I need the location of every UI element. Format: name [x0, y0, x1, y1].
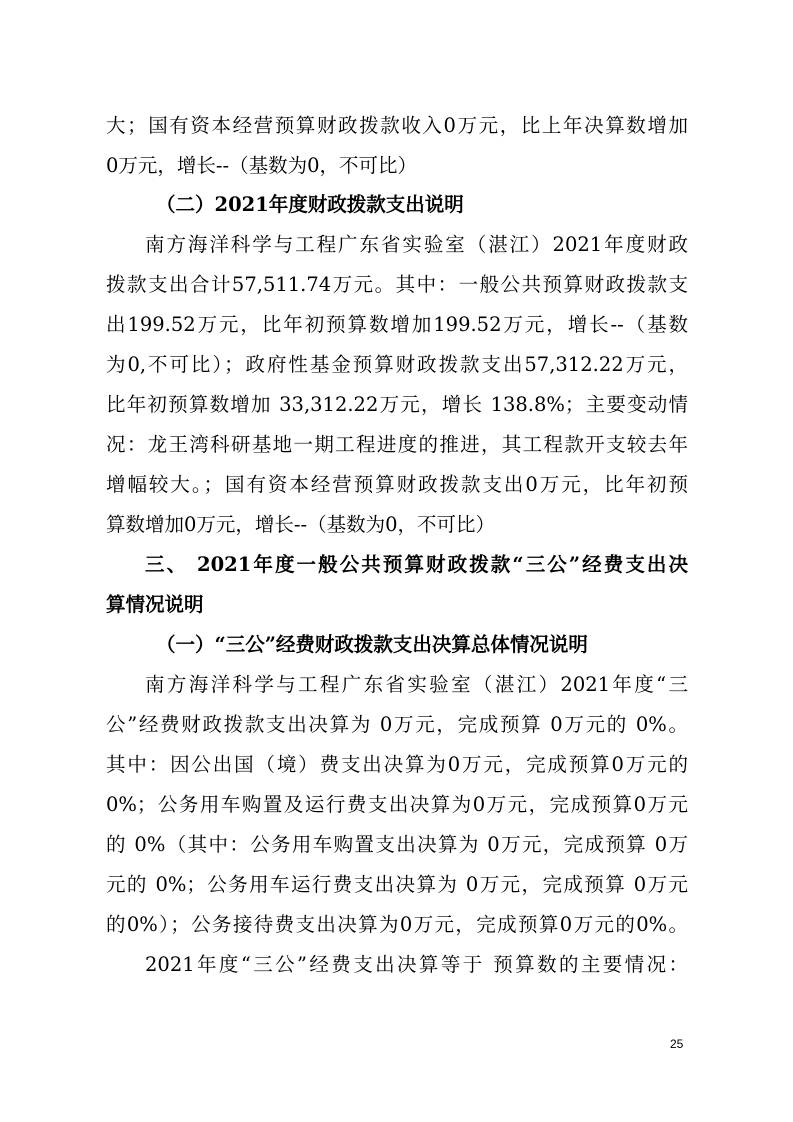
paragraph-line: 算数增加0万元，增长--（基数为0，不可比）: [106, 513, 495, 536]
paragraph-line: 比年初预算数增加 33,312.22万元，增长 138.8%；主要变动情: [106, 393, 688, 416]
paragraph-line: 2021年度“三公”经费支出决算等于 预算数的主要情况：: [145, 953, 688, 976]
paragraph-line: 0万元，增长--（基数为0，不可比）: [106, 154, 417, 177]
paragraph-line: 南方海洋科学与工程广东省实验室（湛江）2021年度财政: [145, 233, 688, 256]
paragraph-line: 况：龙王湾科研基地一期工程进度的推进，其工程款开支较去年: [106, 433, 688, 456]
paragraph-line: 0%；公务用车购置及运行费支出决算为0万元，完成预算0万元: [106, 793, 688, 816]
paragraph-line: 元的 0%；公务用车运行费支出决算为 0万元，完成预算 0万元: [106, 873, 688, 896]
page-number: 25: [670, 1037, 684, 1051]
paragraph-line: 其中：因公出国（境）费支出决算为0万元，完成预算0万元的: [106, 753, 688, 776]
paragraph-line: 为0,不可比）；政府性基金预算财政拨款支出57,312.22万元，: [106, 353, 688, 376]
section-heading: （二）2021年度财政拨款支出说明: [156, 193, 464, 216]
section-heading: 三、 2021年度一般公共预算财政拨款“三公”经费支出决: [145, 553, 688, 576]
paragraph-line: 出199.52万元，比年初预算数增加199.52万元，增长--（基数: [106, 313, 688, 336]
paragraph-line: 南方海洋科学与工程广东省实验室（湛江）2021年度“三: [145, 673, 688, 696]
paragraph-line: 增幅较大。；国有资本经营预算财政拨款支出0万元，比年初预: [106, 473, 688, 496]
section-heading-continued: 算情况说明: [106, 593, 204, 616]
paragraph-line: 公”经费财政拨款支出决算为 0万元，完成预算 0万元的 0%。: [106, 713, 688, 736]
paragraph-line: 的0%）；公务接待费支出决算为0万元，完成预算0万元的0%。: [106, 913, 688, 936]
subsection-heading: （一）“三公”经费财政拨款支出决算总体情况说明: [156, 633, 588, 656]
paragraph-line: 的 0%（其中：公务用车购置支出决算为 0万元，完成预算 0万: [106, 833, 688, 856]
paragraph-line: 大；国有资本经营预算财政拨款收入0万元，比上年决算数增加: [106, 114, 688, 137]
paragraph-line: 拨款支出合计57,511.74万元。其中：一般公共预算财政拨款支: [106, 273, 688, 296]
